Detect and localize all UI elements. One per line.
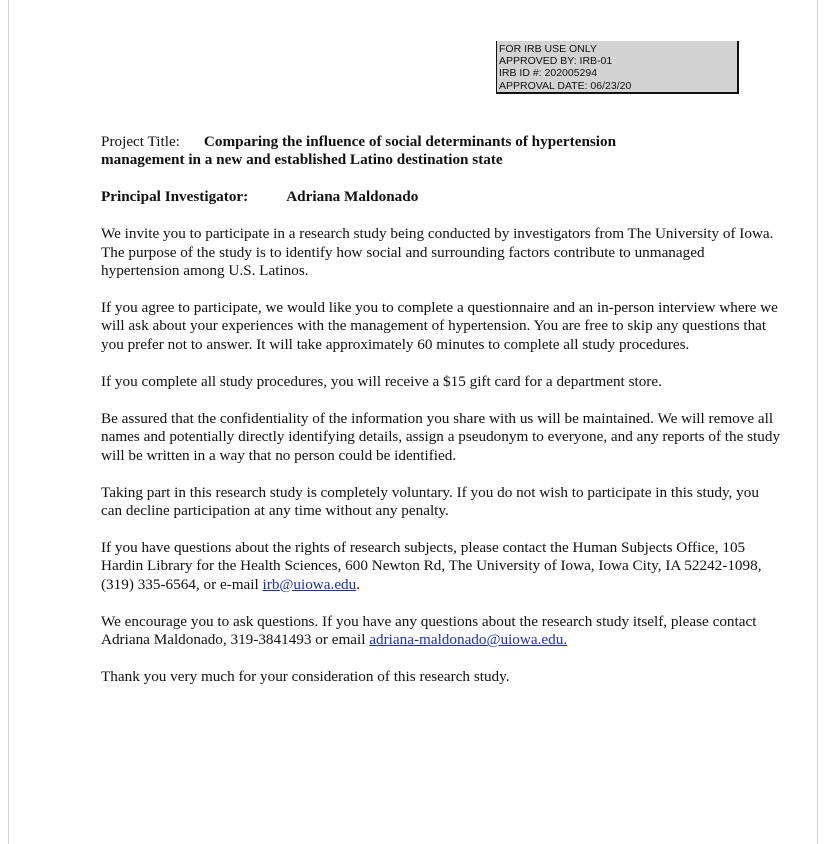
questions-contact-text: We encourage you to ask questions. If you have any questions about the research study itself, please contact Adriana Maldonado, 319-3841493 or email	[101, 612, 757, 649]
pi-name: Adriana Maldonado	[286, 188, 419, 206]
rights-contact-end: .	[356, 575, 361, 593]
project-title-label: Project Title:	[101, 133, 180, 150]
rights-contact-text: If you have questions about the rights of research subjects, please contact the Human Subjects Office, 105 Hardin Library for the Health Sciences, 600 Newton Rd, The University of Iowa, Iowa City, IA 52242-1098, (319) 335-6564, or e-mail	[101, 539, 762, 593]
paragraph-voluntary: Taking part in this research study is completely voluntary. If you do not wish to participate in this study, you can decline participation at any time without any penalty.	[101, 483, 759, 520]
paragraph-invitation: We invite you to participate in a research study being conducted by investigators from The University of Iowa. The purpose of the study is to identify how social and surrounding factors contribute to unmanaged hypertension among U.S. Latinos.	[101, 225, 774, 280]
irb-approval-stamp	[496, 41, 739, 94]
principal-investigator	[101, 188, 781, 206]
paragraph-questions-contact	[101, 613, 781, 650]
irb-stamp-approval-date: APPROVAL DATE: 06/23/20	[499, 79, 632, 92]
project-title-line1: Comparing the influence of social determinants of hypertension	[203, 133, 617, 150]
paragraph-rights-contact	[101, 539, 781, 594]
irb-stamp-approved-by: APPROVED BY: IRB-01	[499, 55, 613, 68]
pi-label: Principal Investigator:	[101, 188, 249, 206]
irb-stamp-id: IRB ID #: 202005294	[499, 67, 598, 80]
paragraph-procedures: If you agree to participate, we would like you to complete a questionnaire and an in-person interview where we will ask about your experiences with the management of hypertension. You are free to skip any questions that you prefer not to answer. It will take approximately 60 minutes to complete all study procedures.	[101, 299, 778, 353]
paragraph-confidentiality: Be assured that the confidentiality of the information you share with us will be maintained. We will remove all names and potentially directly identifying details, assign a pseudonym to everyone, and any reports of the study will be written in a way that no person could be identified.	[101, 409, 781, 464]
project-title-line2: management in a new and established Latino destination state	[101, 151, 503, 169]
consent-letter-body	[101, 133, 781, 705]
paragraph-compensation: If you complete all study procedures, you will receive a $15 gift card for a department store.	[101, 372, 662, 390]
irb-stamp-line: FOR IRB USE ONLY	[499, 43, 597, 55]
paragraph-thanks: Thank you very much for your consideration of this research study.	[101, 668, 510, 686]
irb-email-link[interactable]: irb@uiowa.edu	[262, 575, 357, 593]
pi-email-link[interactable]: adriana-maldonado@uiowa.edu.	[369, 631, 568, 649]
project-title-block	[101, 133, 781, 170]
